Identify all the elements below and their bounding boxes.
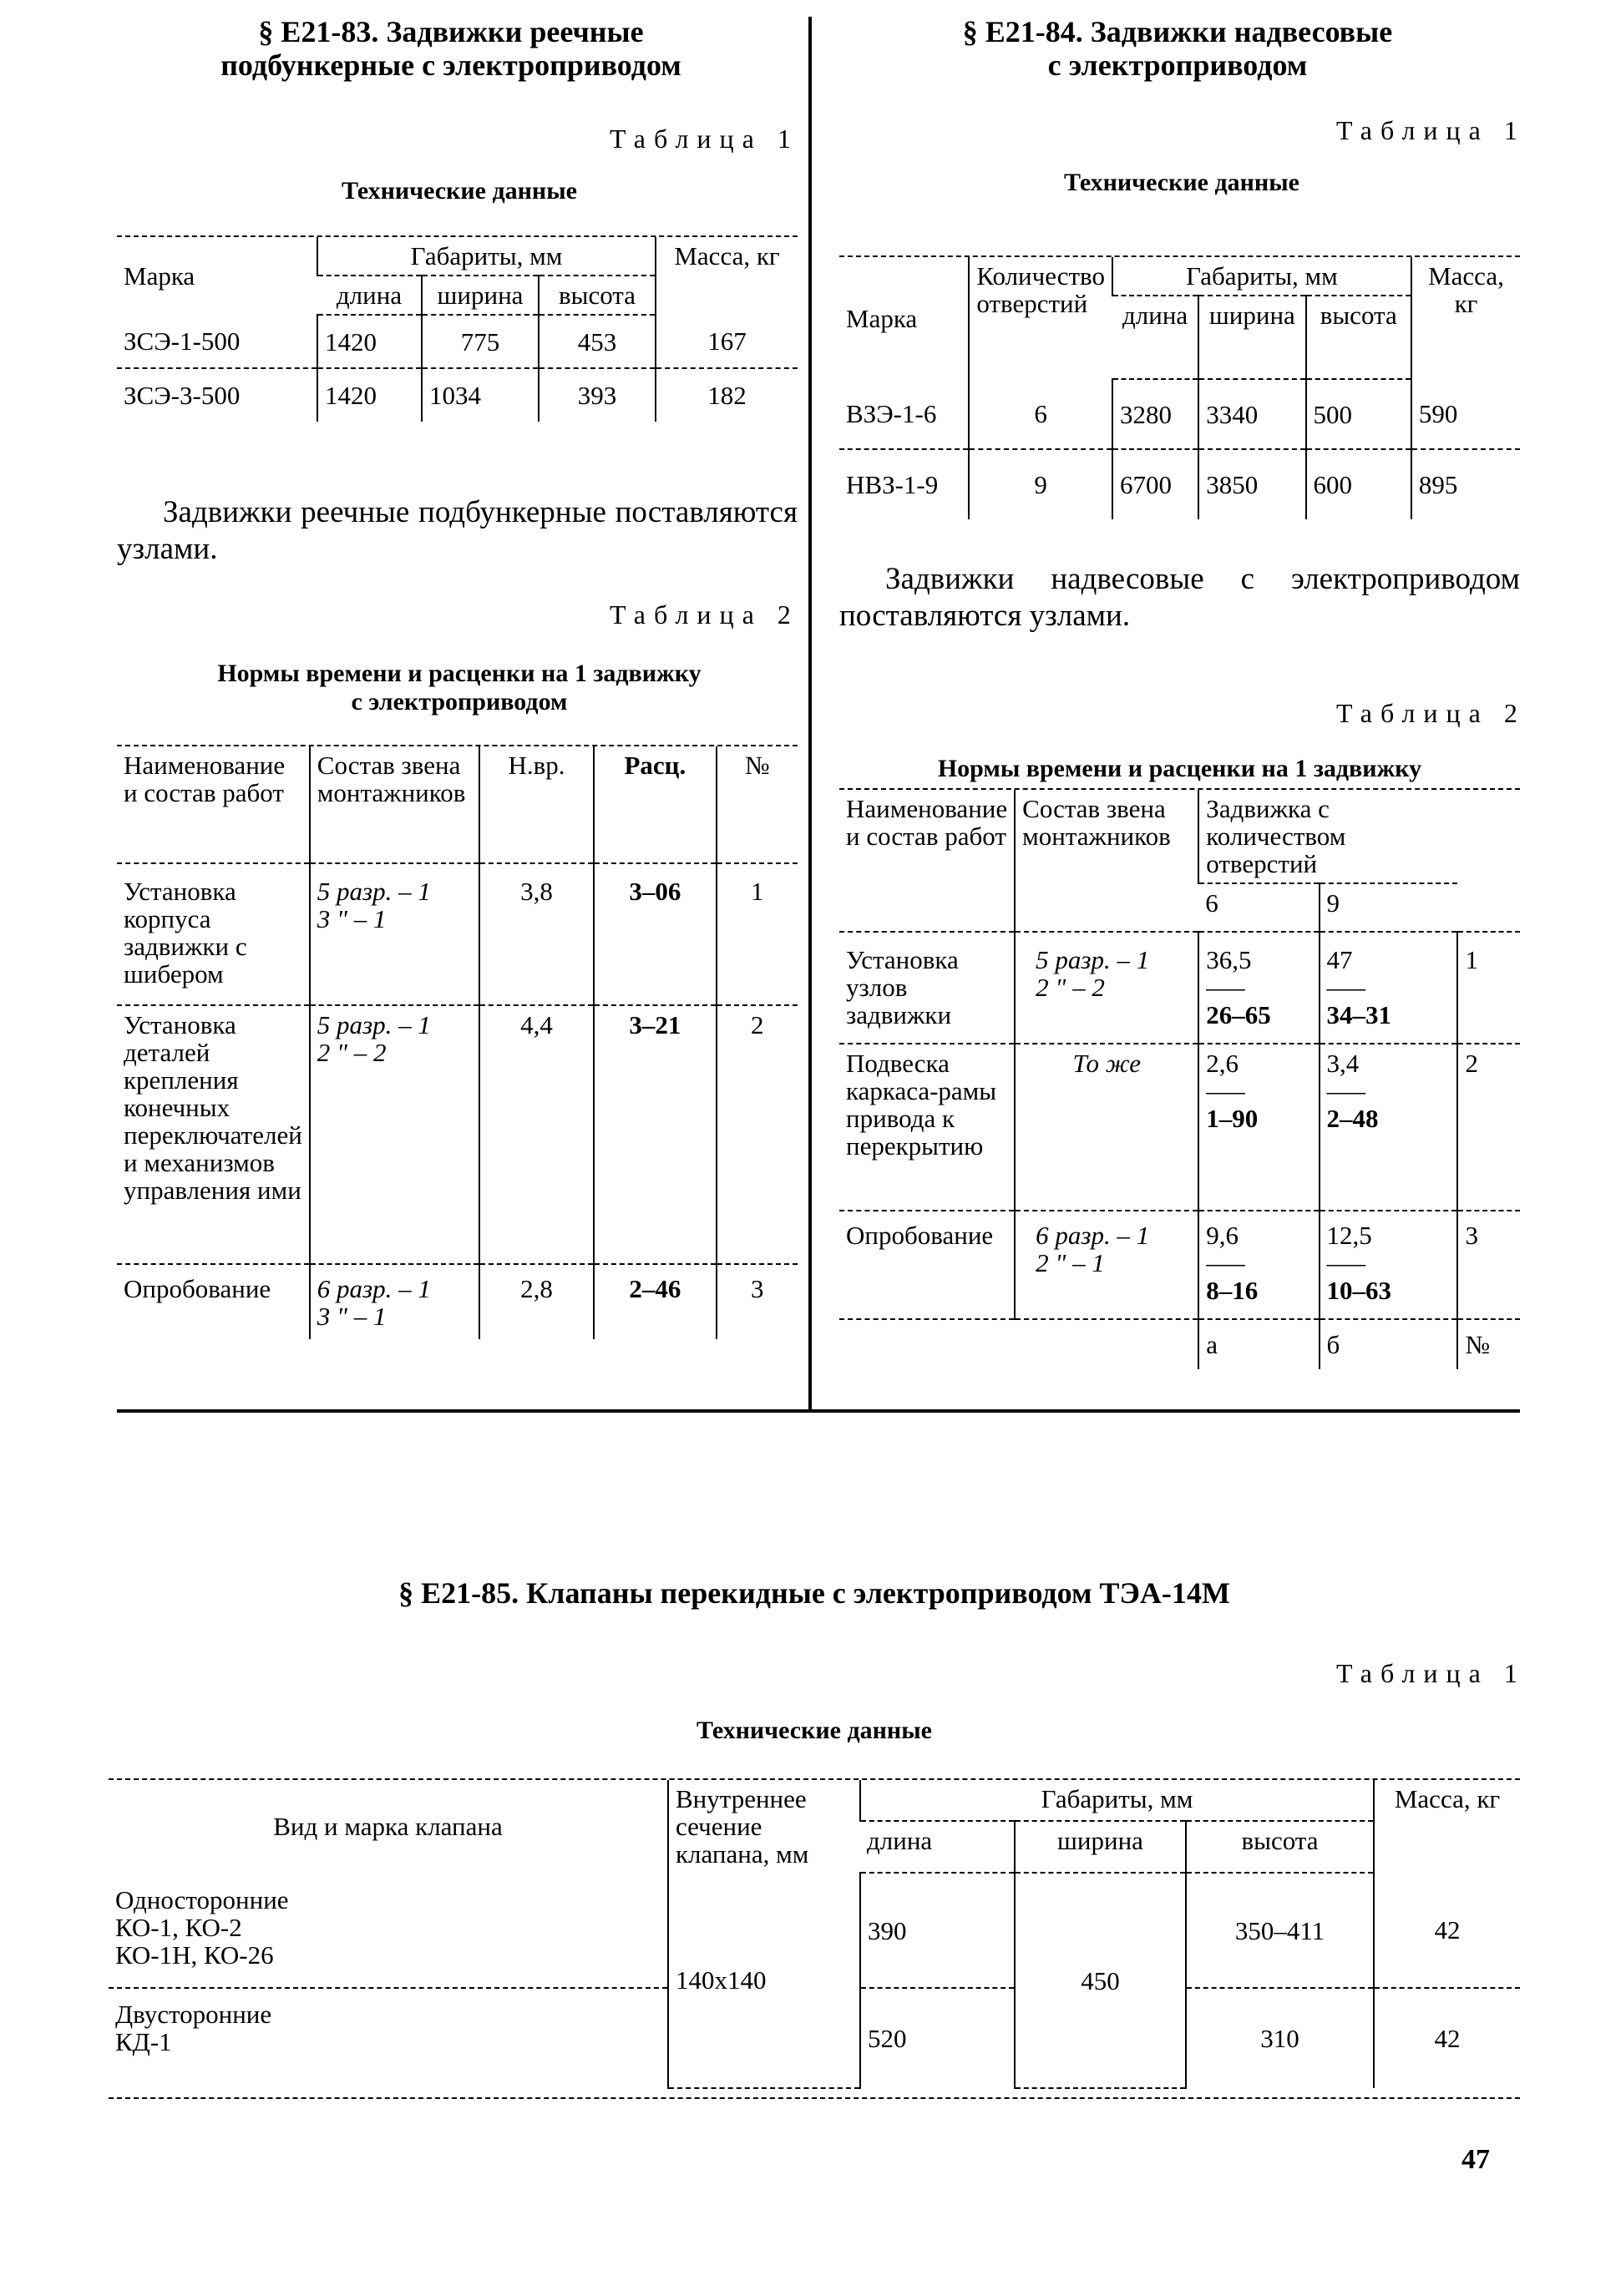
table-cell: Односторонние КО-1, КО-2 КО-1Н, КО-26 xyxy=(109,1873,668,1988)
table-cell: 3 xyxy=(717,1264,798,1339)
table-cell: 390 xyxy=(860,1873,1015,1988)
col-header-dlina: длина xyxy=(317,276,422,315)
left-norms-table xyxy=(117,746,798,1339)
table-cell: ВЗЭ-1-6 xyxy=(839,379,969,449)
col-header-9: 9 xyxy=(1320,883,1458,932)
page-number: 47 xyxy=(1461,2144,1490,2175)
left-note: Задвижки реечные подбункерные поставляются узлами. xyxy=(117,495,798,566)
table-cell: 2 xyxy=(1457,1044,1520,1211)
right-note: Задвижки надвесовые с электроприводом поставляются узлами. xyxy=(839,562,1520,633)
right-tech-table xyxy=(839,257,1520,519)
left-table1-caption: Технические данные xyxy=(342,177,577,205)
col-header-vysota: высота xyxy=(539,276,656,315)
table-cell: То же xyxy=(1015,1044,1198,1211)
right-table2-caption: Нормы времени и расценки на 1 задвижку xyxy=(937,755,1422,782)
table-cell: 2,8 xyxy=(479,1264,594,1339)
table-cell: 1420 xyxy=(317,368,422,422)
table-cell: 42 xyxy=(1374,1988,1520,2088)
table-cell: 12,5 ––– 10–63 xyxy=(1320,1211,1458,1319)
col-header-vysota: высота xyxy=(1186,1821,1374,1873)
table-cell: 3280 xyxy=(1112,379,1198,449)
table-cell: 167 xyxy=(656,315,798,368)
table-cell: 9 xyxy=(969,449,1112,519)
col-header-marka: Марка xyxy=(124,261,195,291)
table-cell: 36,5 ––– 26–65 xyxy=(1198,932,1319,1044)
table-cell: 1 xyxy=(717,863,798,1005)
table-cell: 140x140 xyxy=(668,1873,860,2088)
col-header-massa: Масса, кг xyxy=(1411,257,1520,379)
right-norms-table xyxy=(839,790,1520,1369)
table-cell: 2,6 ––– 1–90 xyxy=(1198,1044,1319,1211)
table-cell: 600 xyxy=(1306,449,1411,519)
table-footer-b: б xyxy=(1320,1319,1458,1369)
table-footer-no: № xyxy=(1457,1319,1520,1369)
table-cell: 5 разр. – 1 2 " – 2 xyxy=(1015,932,1198,1044)
table-footer-a: а xyxy=(1198,1319,1319,1369)
left-table2-label: Таблица 2 xyxy=(610,599,799,630)
col-header-gabarity: Габариты, мм xyxy=(1112,257,1411,296)
left-section-title: § Е21-83. Задвижки реечные подбункерные с электроприводом xyxy=(220,15,681,82)
table-cell: 1420 xyxy=(317,315,422,368)
table-cell: 2–46 xyxy=(594,1264,716,1339)
table-cell: 3–21 xyxy=(594,1005,716,1264)
col-header-kol: Количество отверстий xyxy=(969,257,1112,379)
col-header-no: № xyxy=(717,746,798,863)
col-header-dlina: длина xyxy=(860,1821,1015,1873)
table-cell: 47 ––– 34–31 xyxy=(1320,932,1458,1044)
right-table1-caption: Технические данные xyxy=(1064,169,1299,196)
table-cell: Установка узлов задвижки xyxy=(839,932,1015,1044)
bottom-tech-table xyxy=(109,1780,1520,2089)
col-header-massa: Масса, кг xyxy=(1374,1780,1520,1873)
table-cell: 3–06 xyxy=(594,863,716,1005)
table-cell: 1 xyxy=(1457,932,1520,1044)
table-cell: 895 xyxy=(1411,449,1520,519)
table-cell: НВЗ-1-9 xyxy=(846,470,939,499)
table-cell: Двусторонние КД-1 xyxy=(115,2000,272,2056)
col-header-name: Наименование и состав работ xyxy=(846,794,1008,851)
table-cell: 3850 xyxy=(1198,449,1305,519)
col-header-rasc: Расц. xyxy=(594,746,716,863)
table-cell: 6 xyxy=(969,379,1112,449)
table-cell: 9,6 ––– 8–16 xyxy=(1198,1211,1319,1319)
col-header-shirina: ширина xyxy=(1015,1821,1186,1873)
left-table2-caption: Нормы времени и расценки на 1 задвижку с электроприводом xyxy=(217,660,702,716)
table-cell: 393 xyxy=(539,368,656,422)
col-header-sostav: Состав звена монтажников xyxy=(1015,790,1198,932)
col-header-gabarity: Габариты, мм xyxy=(317,237,656,276)
table-cell: 775 xyxy=(422,315,539,368)
table-cell: 5 разр. – 1 2 " – 2 xyxy=(310,1005,479,1264)
col-header-vid: Вид и марка клапана xyxy=(273,1812,503,1841)
table-cell: Подвеска каркаса-рамы привода к перекрытию xyxy=(839,1044,1015,1211)
table-cell: 6 разр. – 1 3 " – 1 xyxy=(310,1264,479,1339)
table-cell: 3340 xyxy=(1198,379,1305,449)
table-cell: 500 xyxy=(1306,379,1411,449)
left-table1-label: Таблица 1 xyxy=(610,124,799,154)
table-cell: 3,8 xyxy=(479,863,594,1005)
col-header-shirina: ширина xyxy=(422,276,539,315)
table-cell: ЗСЭ-1-500 xyxy=(124,326,241,356)
col-header-dlina: длина xyxy=(1112,296,1198,379)
col-header-shirina: ширина xyxy=(1198,296,1305,379)
table-cell: 5 разр. – 1 3 " – 1 xyxy=(310,863,479,1005)
table-cell: 2 xyxy=(717,1005,798,1264)
table-cell: 6 разр. – 1 2 " – 1 xyxy=(1015,1211,1198,1319)
column-divider xyxy=(808,17,812,1411)
table-cell: Установка корпуса задвижки с шибером xyxy=(117,863,310,1005)
bottom-table-label: Таблица 1 xyxy=(1336,1658,1526,1688)
table-cell: 6700 xyxy=(1112,449,1198,519)
col-header-gabarity: Габариты, мм xyxy=(860,1780,1374,1821)
col-header-vysota: высота xyxy=(1306,296,1411,379)
table-cell: Опробование xyxy=(839,1211,1015,1319)
table-cell: 310 xyxy=(1186,1988,1374,2088)
right-section-title: § Е21-84. Задвижки надвесовые с электроприводом xyxy=(962,15,1393,82)
table-cell: 3,4 ––– 2–48 xyxy=(1320,1044,1458,1211)
table-cell: 1034 xyxy=(422,368,539,422)
col-header-sostav: Состав звена монтажников xyxy=(310,746,479,863)
right-table1-label: Таблица 1 xyxy=(1336,115,1526,145)
table-cell: Установка деталей крепления конечных переключателей и механизмов управления ими xyxy=(117,1005,310,1264)
table-cell: 3 xyxy=(1457,1211,1520,1319)
table-cell: ЗСЭ-3-500 xyxy=(117,368,317,422)
right-table2-label: Таблица 2 xyxy=(1336,698,1526,728)
bottom-section-title: § Е21-85. Клапаны перекидные с электроприводом ТЭА-14М xyxy=(398,1576,1230,1610)
table-cell: Опробование xyxy=(124,1274,271,1303)
table-cell: 590 xyxy=(1411,379,1520,449)
col-header-marka: Марка xyxy=(846,303,918,333)
table-cell: 453 xyxy=(539,315,656,368)
col-header-sech: Внутреннее сечение клапана, мм xyxy=(668,1780,860,1873)
bottom-table-caption: Технические данные xyxy=(697,1717,932,1744)
col-header-6: 6 xyxy=(1205,888,1218,918)
col-header-zadv: Задвижка с количеством отверстий xyxy=(1198,790,1457,883)
col-header-nvr: Н.вр. xyxy=(479,746,594,863)
left-tech-table xyxy=(117,237,798,422)
table-cell: 4,4 xyxy=(479,1005,594,1264)
table-cell: 520 xyxy=(860,1988,1015,2088)
table-cell: 42 xyxy=(1374,1873,1520,1988)
table-cell: 450 xyxy=(1015,1873,1186,2088)
table-cell: 182 xyxy=(656,368,798,422)
col-header-name: Наименование и состав работ xyxy=(117,746,310,863)
table-cell: 350–411 xyxy=(1186,1873,1374,1988)
col-header-massa: Масса, кг xyxy=(656,237,798,315)
section-bottom-rule xyxy=(117,1409,1520,1413)
